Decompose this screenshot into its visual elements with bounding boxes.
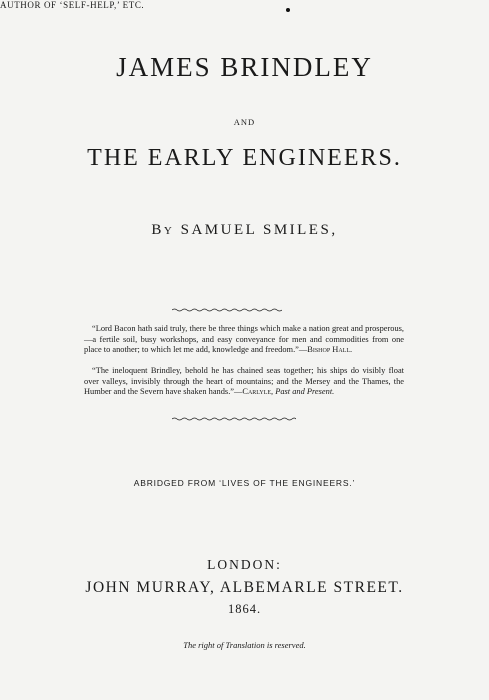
- author-note: AUTHOR OF ‘SELF-HELP,’ ETC.: [0, 0, 145, 10]
- publisher: JOHN MURRAY, ALBEMARLE STREET.: [85, 579, 404, 596]
- epigraph-bacon-attribution: Bishop Hall.: [307, 345, 353, 355]
- book-title: JAMES BRINDLEY: [116, 52, 373, 82]
- publication-place: LONDON:: [207, 557, 282, 572]
- wavy-rule-top: [172, 308, 282, 312]
- publication-year: 1864.: [227, 602, 262, 616]
- epigraph-bacon: [84, 324, 404, 356]
- title-conjunction: AND: [233, 117, 256, 127]
- epigraph-carlyle-text: “The ineloquent Brindley, behold he has chained seas together; his ships do visibly float over valleys, invisibly through the heart of mountains; and the Mersey and the Thames, the Humber and the Severn have shaken hands.”—: [84, 366, 404, 397]
- epigraph-carlyle-author: Carlyle,: [242, 387, 274, 397]
- abridgement-note: ABRIDGED FROM ‘LIVES OF THE ENGINEERS.’: [133, 478, 356, 488]
- epigraph-carlyle: [84, 366, 404, 398]
- printer-mark: [286, 8, 290, 12]
- byline: [0, 222, 489, 239]
- rights-notice: The right of Translation is reserved.: [183, 640, 306, 650]
- epigraph-carlyle-work: Past and Present.: [275, 387, 335, 397]
- book-subtitle: THE EARLY ENGINEERS.: [87, 145, 402, 171]
- author-name: SAMUEL SMILES,: [180, 222, 338, 238]
- wavy-rule-bottom: [172, 417, 296, 421]
- byline-prefix: By: [151, 222, 175, 238]
- epigraph-bacon-text: “Lord Bacon hath said truly, there be three things which make a nation great and prosperous,—a fertile soil, busy workshops, and easy conveyance for men and commodities from one place to another; to which let me add, knowledge and freedom.”—: [84, 324, 404, 355]
